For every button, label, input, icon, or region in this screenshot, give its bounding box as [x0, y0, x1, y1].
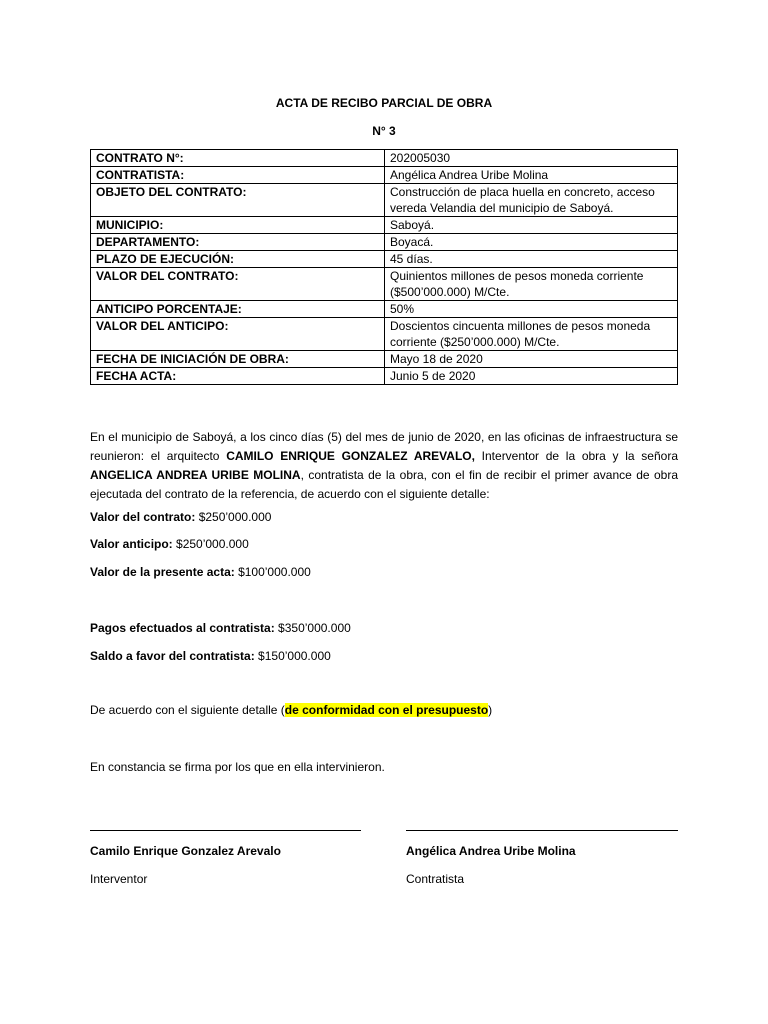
pagos-value: $350’000.000 — [274, 621, 351, 635]
valor-acta-label: Valor de la presente acta: — [90, 565, 235, 579]
table-cell-value: 45 días. — [385, 251, 678, 268]
table-cell-value: Boyacá. — [385, 234, 678, 251]
detalle-highlight: de conformidad con el presupuesto — [284, 703, 489, 717]
signature-line-right — [406, 830, 678, 831]
table-cell-label: ANTICIPO PORCENTAJE: — [91, 301, 385, 318]
paragraph-text-2: Interventor de la obra y la señora — [474, 449, 678, 463]
table-row — [91, 368, 678, 385]
pagos-label: Pagos efectuados al contratista: — [90, 621, 275, 635]
table-row — [91, 351, 678, 368]
saldo-line — [90, 649, 331, 663]
signature-name-interventor: Camilo Enrique Gonzalez Arevalo — [90, 844, 281, 858]
paragraph-text-1: En el municipio de Saboyá, a los cinco días (5) del mes de junio de 2020, en las oficinas de infraestructura se reunieron: el arquitecto — [90, 430, 678, 463]
signature-role-contratista: Contratista — [406, 872, 465, 886]
constancia-line: En constancia se firma por los que en ella intervinieron. — [90, 760, 385, 774]
table-cell-label: MUNICIPIO: — [91, 217, 385, 234]
contract-info-table — [90, 149, 678, 385]
table-cell-label: OBJETO DEL CONTRATO: — [91, 184, 385, 217]
contratista-name-inline: ANGELICA ANDREA URIBE MOLINA — [90, 468, 301, 482]
table-row — [91, 167, 678, 184]
table-row — [91, 318, 678, 351]
valor-anticipo-value: $250’000.000 — [172, 537, 249, 551]
table-row — [91, 217, 678, 234]
table-cell-label: CONTRATO N°: — [91, 150, 385, 167]
signature-line-left — [90, 830, 361, 831]
saldo-value: $150’000.000 — [254, 649, 331, 663]
table-cell-value: Quinientos millones de pesos moneda corriente ($500’000.000) M/Cte. — [385, 268, 678, 301]
saldo-label: Saldo a favor del contratista: — [90, 649, 255, 663]
table-row — [91, 234, 678, 251]
valor-acta-line — [90, 565, 311, 579]
table-cell-value: 202005030 — [385, 150, 678, 167]
table-cell-label: DEPARTAMENTO: — [91, 234, 385, 251]
table-cell-label: VALOR DEL CONTRATO: — [91, 268, 385, 301]
document-number: N° 3 — [372, 124, 396, 138]
valor-contrato-label: Valor del contrato: — [90, 510, 196, 524]
paragraph-text-3: , contratista de la obra, con el fin de recibir el primer avance de obra ejecutada del contrato de la referencia, de acuerdo con el siguiente detalle: — [90, 468, 678, 501]
interventor-name-inline: CAMILO ENRIQUE GONZALEZ AREVALO, — [226, 449, 475, 463]
table-cell-value: Junio 5 de 2020 — [385, 368, 678, 385]
table-cell-value: Angélica Andrea Uribe Molina — [385, 167, 678, 184]
signature-role-interventor: Interventor — [90, 872, 148, 886]
signature-name-contratista: Angélica Andrea Uribe Molina — [406, 844, 576, 858]
valor-acta-value: $100’000.000 — [234, 565, 311, 579]
detalle-line — [90, 703, 492, 717]
table-cell-label: FECHA ACTA: — [91, 368, 385, 385]
table-cell-value: 50% — [385, 301, 678, 318]
table-cell-label: VALOR DEL ANTICIPO: — [91, 318, 385, 351]
contract-info-table-body — [91, 150, 678, 385]
valor-contrato-line — [90, 510, 271, 524]
table-cell-label: FECHA DE INICIACIÓN DE OBRA: — [91, 351, 385, 368]
table-cell-label: PLAZO DE EJECUCIÓN: — [91, 251, 385, 268]
table-row — [91, 268, 678, 301]
table-row — [91, 251, 678, 268]
valor-contrato-value: $250’000.000 — [195, 510, 272, 524]
table-row — [91, 184, 678, 217]
detalle-prefix: De acuerdo con el siguiente detalle ( — [90, 703, 285, 717]
table-row — [91, 150, 678, 167]
table-cell-label: CONTRATISTA: — [91, 167, 385, 184]
document-title: ACTA DE RECIBO PARCIAL DE OBRA — [275, 96, 493, 110]
intro-paragraph — [90, 428, 678, 504]
valor-anticipo-label: Valor anticipo: — [90, 537, 173, 551]
table-row — [91, 301, 678, 318]
table-cell-value: Saboyá. — [385, 217, 678, 234]
valor-anticipo-line — [90, 537, 249, 551]
table-cell-value: Mayo 18 de 2020 — [385, 351, 678, 368]
detalle-suffix: ) — [488, 703, 493, 717]
pagos-line — [90, 621, 351, 635]
table-cell-value: Construcción de placa huella en concreto, acceso vereda Velandia del municipio de Saboyá. — [385, 184, 678, 217]
table-cell-value: Doscientos cincuenta millones de pesos moneda corriente ($250’000.000) M/Cte. — [385, 318, 678, 351]
